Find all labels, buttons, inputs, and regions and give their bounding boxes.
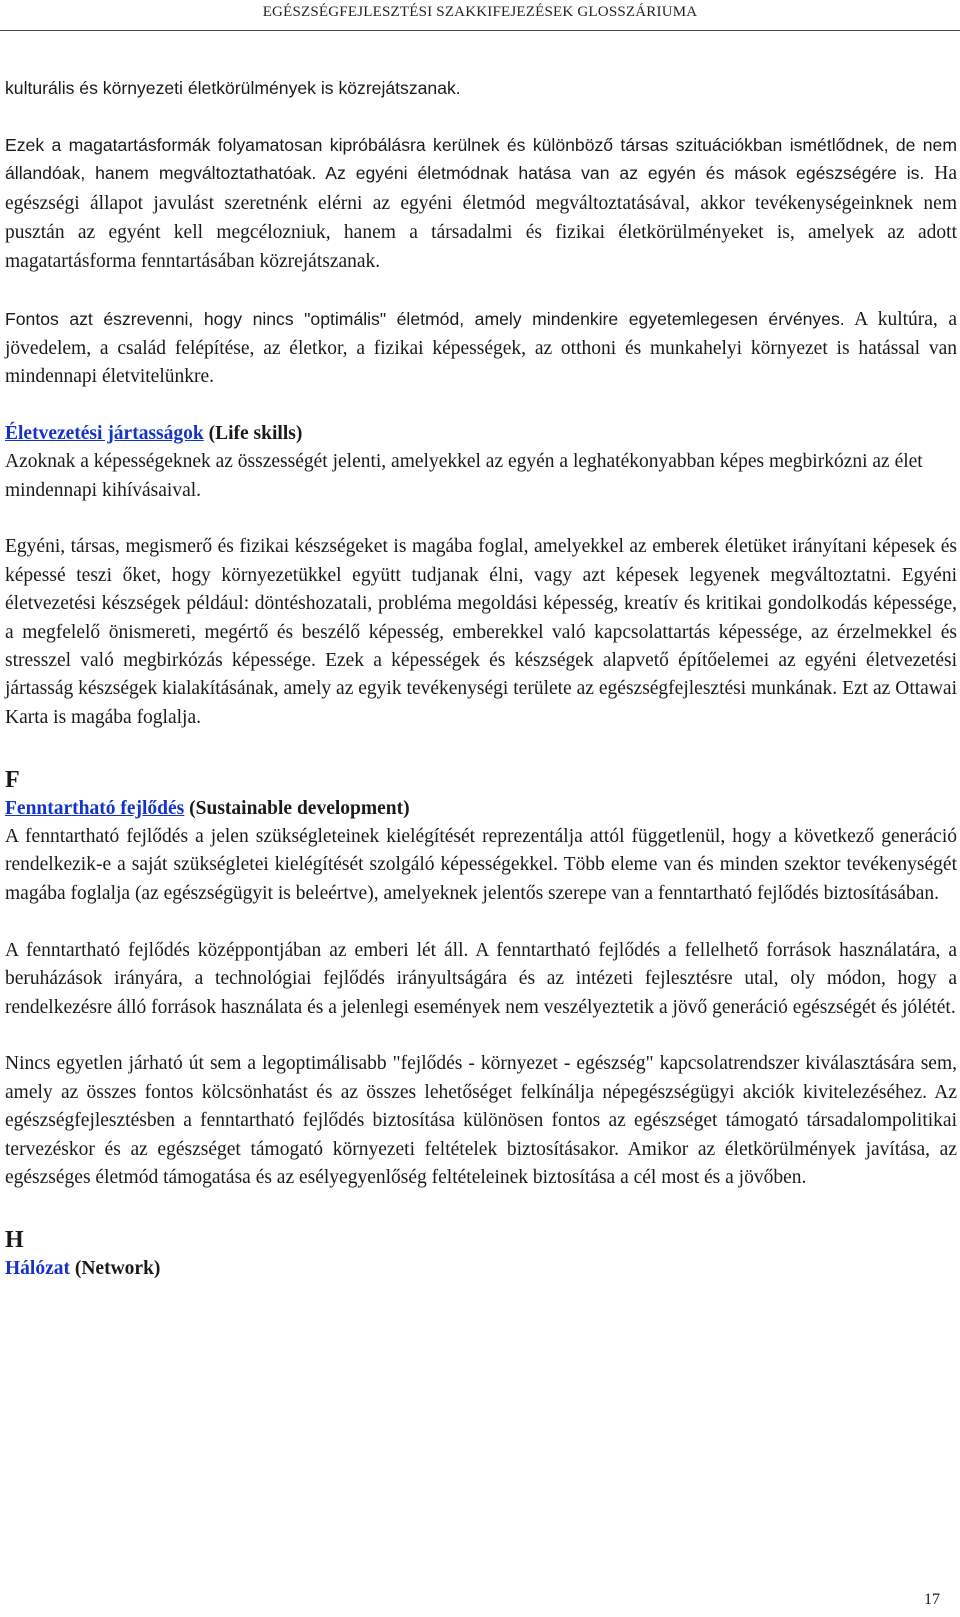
body-sustainable-1: A fenntartható fejlődés középpontjában az emberi lét áll. A fenntartható fejlődés a fellelhető források használatára, a beruházások irányára, a technológiai fejlődés irányultságára és az intézeti fejlesztésre utal, oly módon, hogy a rendelkezésre álló források használata és a jelenlegi események nem veszélyeztetik a jövő generáció egészségét és jólétét. — [5, 939, 957, 1018]
page-number: 17 — [924, 1591, 940, 1608]
paragraph-optimal-part2: A kultúra, a jövedelem, a család felépítése, az életkor, a fizikai képességek, az otthoni és munkahelyi környezet is hatással van mindennapi életvitelünkre. — [5, 309, 957, 388]
section-letter-h: H — [5, 1226, 24, 1253]
term-english-network: (Network) — [74, 1257, 161, 1279]
paragraph-lifestyle — [5, 131, 957, 277]
paragraph-optimal-part1: Fontos azt észrevenni, hogy nincs "optimális" életmód, amely mindenkire egyetemlegesen érvényes. — [5, 309, 845, 330]
term-english-life-skills: (Life skills) — [208, 422, 303, 444]
header-divider — [0, 30, 960, 31]
paragraph-lifestyle-part1: Ezek a magatartásformák folyamatosan kipróbálásra kerülnek és különböző társas szituációkban ismétlődnek, de nem állandóak, hanem megváltoztathatóak. Az egyéni életmódnak hatása van az egyén és mások egészségére is. — [5, 134, 957, 184]
term-english-sustainable: (Sustainable development) — [189, 797, 410, 819]
paragraph-optimal-lifestyle — [5, 305, 957, 391]
running-header: EGÉSZSÉGFEJLESZTÉSI SZAKKIFEJEZÉSEK GLOSSZÁRIUMA — [262, 4, 698, 20]
term-link-sustainable[interactable]: Fenntartható fejlődés — [5, 797, 185, 819]
body-sustainable-2: Nincs egyetlen járható út sem a legoptimálisabb "fejlődés - környezet - egészség" kapcsolatrendszer kiválasztására sem, amely az összes fontos kölcsönhatást és az összes lehetőséget felkínálja népegészségügyi akciók kivitelezéséhez. Az egészségfejlesztésben a fenntartható fejlődés biztosítása különösen fontos az egészséget támogató társadalompolitikai tervezéskor és az egészséget támogató környezeti feltételek biztosításakor. Amikor az életkörülmények javítása, az egészséges életmód támogatása és az esélyegyenlőség feltételeinek biztosítása a cél most és a jövőben. — [5, 1053, 957, 1188]
entry-heading-life-skills — [5, 420, 957, 448]
entry-heading-sustainable — [5, 795, 957, 823]
body-life-skills: Egyéni, társas, megismerő és fizikai készségeket is magába foglal, amelyekkel az emberek életüket irányítani képesek és képessé teszi őket, hogy környezetükkel együtt tudjanak élni, vagy azt képesek legyenek megváltoztatni. Egyéni életvezetési készségek például: döntéshozatali, probléma megoldási képesség, kreatív és kritikai gondolkodás képessége, a megfelelő önismereti, megértő és beszélő képesség, emberekkel való kapcsolattartás képessége, az érzelmekkel és stresszel való megbirkózás képessége. Ezek a képességek és készségek alapvető építőelemei az egyéni életvezetési jártasság készségek kialakításának, amely az egyik tevékenységi területe az egészségfejlesztési munkának. Ezt az Ottawai Karta is magába foglalja. — [5, 536, 957, 728]
entry-heading-network — [5, 1255, 957, 1283]
definition-life-skills: Azoknak a képességeknek az összességét jelenti, amelyekkel az egyén a leghatékonyabban képes megbirkózni az élet mindennapi kihívásaival. — [5, 451, 923, 501]
paragraph-lifestyle-part2: Ha egészségi állapot javulást szeretnénk elérni az egyéni életmód megváltoztatásával, akkor tevékenységeinknek nem pusztán az egyént kell megcélozniuk, hanem a társadalmi és fizikai életkörülményeket is, amelyek az adott magatartásforma fenntartásában közrejátszanak. — [5, 163, 958, 273]
definition-sustainable: A fenntartható fejlődés a jelen szükségleteinek kielégítését reprezentálja attól függetlenül, hogy a következő generáció rendelkezik-e a saját szükségletei kielégítését szolgáló képességekkel. Több eleme van és minden szektor tevékenységét magába foglalja (az egészségügyit is beleértve), amelyeknek jelentős szerepe van a fenntartható fejlődés biztosításában. — [5, 826, 957, 904]
section-letter-f: F — [5, 766, 20, 793]
page-content — [5, 74, 957, 1283]
term-link-network[interactable]: Hálózat — [5, 1257, 70, 1279]
paragraph-continuation: kulturális és környezeti életkörülmények is közrejátszanak. — [5, 78, 461, 98]
term-link-life-skills[interactable]: Életvezetési jártasságok — [5, 422, 204, 444]
